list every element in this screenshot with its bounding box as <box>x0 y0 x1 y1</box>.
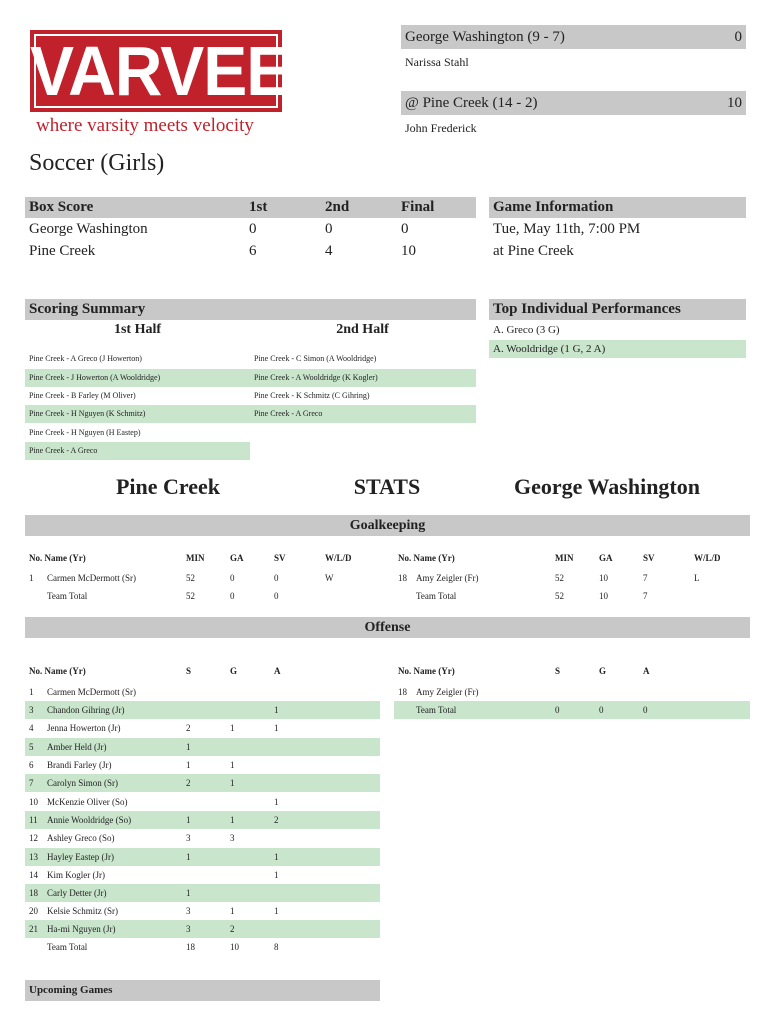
off-no: 3 <box>29 705 34 715</box>
logo-wordmark: VARVEE <box>30 32 290 110</box>
gk-no: 1 <box>29 573 34 583</box>
off-a: 1 <box>274 723 279 733</box>
away-team-score: 0 <box>734 29 742 45</box>
off-g: 10 <box>230 942 239 952</box>
off-g: 1 <box>230 723 235 733</box>
off-col-a: A <box>274 666 281 676</box>
box-team-name: Pine Creek <box>29 243 96 259</box>
off-name: Amy Zeigler (Fr) <box>416 687 479 697</box>
goal-entry: Pine Creek - B Farley (M Oliver) <box>29 391 136 400</box>
goal-entry: Pine Creek - J Howerton (A Wooldridge) <box>25 369 250 387</box>
game-location: at Pine Creek <box>493 243 574 259</box>
off-name: Carmen McDermott (Sr) <box>47 687 136 697</box>
second-half-col: 2nd <box>325 199 350 215</box>
off-s: 2 <box>186 723 191 733</box>
off-col-s: S <box>555 666 561 676</box>
goal-entry: Pine Creek - A Greco (J Howerton) <box>29 354 142 363</box>
gk-wld: W <box>325 573 334 583</box>
table-row <box>25 866 380 884</box>
home-team-title: Pine Creek <box>115 474 221 499</box>
box-score-title: Box Score <box>29 199 94 215</box>
team-total-row <box>25 938 380 956</box>
off-s: 0 <box>555 705 560 715</box>
table-row <box>25 884 380 902</box>
off-g: 2 <box>230 924 235 934</box>
table-row <box>25 738 380 756</box>
page-title: Soccer (Girls) <box>29 150 165 176</box>
gk-no: 18 <box>398 573 407 583</box>
off-no: 14 <box>29 870 38 880</box>
off-name: Jenna Howerton (Jr) <box>47 723 121 733</box>
gk-col-min: MIN <box>555 553 574 563</box>
off-s: 3 <box>186 906 191 916</box>
off-s: 1 <box>186 852 191 862</box>
gk-min: 52 <box>555 591 564 601</box>
table-row <box>25 920 380 938</box>
off-name: Kelsie Schmitz (Sr) <box>47 906 118 916</box>
table-row <box>25 774 380 792</box>
gk-col-min: MIN <box>186 553 205 563</box>
off-s: 2 <box>186 778 191 788</box>
table-row <box>394 683 750 701</box>
gk-wld: L <box>694 573 700 583</box>
upcoming-games-header: Upcoming Games <box>25 980 380 1001</box>
off-no: 13 <box>29 852 38 862</box>
off-col-g: G <box>599 666 607 676</box>
away-team-title: George Washington <box>513 474 700 499</box>
off-s: 3 <box>186 924 191 934</box>
top-performance-item: A. Greco (3 G) <box>493 324 560 336</box>
off-name: Hayley Eastep (Jr) <box>47 852 114 862</box>
off-name: Team Total <box>47 942 88 952</box>
box-final: 10 <box>401 243 416 259</box>
final-col: Final <box>401 199 435 215</box>
gk-sv: 0 <box>274 591 279 601</box>
home-team-label: @ Pine Creek (14 - 2) <box>405 95 538 111</box>
off-col-name: No. Name (Yr) <box>398 666 455 676</box>
off-g: 3 <box>230 833 235 843</box>
table-row <box>25 683 380 701</box>
goalkeeping-header: Goalkeeping <box>25 515 750 536</box>
gk-sv: 7 <box>643 573 648 583</box>
top-performance-item: A. Wooldridge (1 G, 2 A) <box>489 340 746 358</box>
top-performances-header: Top Individual Performances <box>489 299 746 320</box>
game-info-header: Game Information <box>489 197 746 218</box>
off-no: 20 <box>29 906 38 916</box>
off-name: Ha-mi Nguyen (Jr) <box>47 924 116 934</box>
off-no: 7 <box>29 778 34 788</box>
off-a: 1 <box>274 906 279 916</box>
off-name: Team Total <box>416 705 457 715</box>
gk-name: Amy Zeigler (Fr) <box>416 573 479 583</box>
second-half-label: 2nd Half <box>336 322 389 337</box>
goal-entry: Pine Creek - A Greco <box>25 442 250 460</box>
box-score-header <box>25 197 476 218</box>
logo-tagline: where varsity meets velocity <box>36 115 254 136</box>
off-s: 1 <box>186 888 191 898</box>
varvee-logo[interactable] <box>30 30 290 116</box>
off-a: 1 <box>274 705 279 715</box>
off-a: 1 <box>274 797 279 807</box>
off-a: 1 <box>274 870 279 880</box>
box-second: 0 <box>325 221 333 237</box>
table-row <box>25 902 380 920</box>
off-col-a: A <box>643 666 650 676</box>
game-date: Tue, May 11th, 7:00 PM <box>493 221 641 237</box>
stats-title: STATS <box>353 474 421 499</box>
gk-ga: 10 <box>599 573 608 583</box>
table-row <box>25 829 380 847</box>
off-s: 1 <box>186 760 191 770</box>
off-g: 1 <box>230 760 235 770</box>
off-no: 18 <box>29 888 38 898</box>
home-coach: John Frederick <box>405 121 477 135</box>
off-name: Ashley Greco (So) <box>47 833 115 843</box>
box-first: 6 <box>249 243 257 259</box>
gk-col-sv: SV <box>643 553 655 563</box>
gk-min: 52 <box>186 591 195 601</box>
off-no: 11 <box>29 815 38 825</box>
off-col-s: S <box>186 666 192 676</box>
gk-col-wld: W/L/D <box>694 553 721 563</box>
off-no: 12 <box>29 833 38 843</box>
gk-ga: 10 <box>599 591 608 601</box>
gk-name: Team Total <box>416 591 457 601</box>
off-name: Kim Kogler (Jr) <box>47 870 105 880</box>
off-no: 6 <box>29 760 34 770</box>
goal-entry: Pine Creek - C Simon (A Wooldridge) <box>254 354 377 363</box>
off-a: 2 <box>274 815 279 825</box>
off-no: 4 <box>29 723 34 733</box>
off-name: Amber Held (Jr) <box>47 742 107 752</box>
off-a: 0 <box>643 705 648 715</box>
logo-mark <box>30 30 290 112</box>
off-no: 5 <box>29 742 34 752</box>
home-team-score: 10 <box>727 95 742 111</box>
goal-entry: Pine Creek - A Greco <box>250 405 476 423</box>
gk-min: 52 <box>186 573 195 583</box>
offense-header: Offense <box>25 617 750 638</box>
box-first: 0 <box>249 221 257 237</box>
off-col-g: G <box>230 666 238 676</box>
off-no: 1 <box>29 687 34 697</box>
off-col-name: No. Name (Yr) <box>29 666 86 676</box>
box-team-name: George Washington <box>29 221 148 237</box>
gk-sv: 0 <box>274 573 279 583</box>
off-name: Chandon Gihring (Jr) <box>47 705 125 715</box>
off-no: 18 <box>398 687 407 697</box>
gk-sv: 7 <box>643 591 648 601</box>
off-g: 1 <box>230 778 235 788</box>
box-final: 0 <box>401 221 409 237</box>
off-s: 18 <box>186 942 195 952</box>
gk-col-ga: GA <box>230 553 244 563</box>
off-a: 8 <box>274 942 279 952</box>
away-team-label: George Washington (9 - 7) <box>405 29 565 45</box>
away-coach: Narissa Stahl <box>405 55 469 69</box>
table-row <box>25 793 380 811</box>
off-s: 3 <box>186 833 191 843</box>
gk-name: Team Total <box>47 591 88 601</box>
off-g: 1 <box>230 906 235 916</box>
home-team-bar[interactable] <box>401 91 746 115</box>
off-a: 1 <box>274 852 279 862</box>
off-g: 1 <box>230 815 235 825</box>
table-row <box>25 811 380 829</box>
off-name: Carolyn Simon (Sr) <box>47 778 118 788</box>
goal-entry: Pine Creek - A Wooldridge (K Kogler) <box>250 369 476 387</box>
gk-ga: 0 <box>230 573 235 583</box>
table-row <box>25 756 380 774</box>
goal-entry: Pine Creek - H Nguyen (H Eastep) <box>29 428 141 437</box>
team-total-row <box>394 701 750 719</box>
away-team-bar[interactable] <box>401 25 746 49</box>
scoring-summary-header: Scoring Summary <box>25 299 476 320</box>
table-row <box>25 848 380 866</box>
off-s: 1 <box>186 815 191 825</box>
gk-col-sv: SV <box>274 553 286 563</box>
off-g: 0 <box>599 705 604 715</box>
gk-col-ga: GA <box>599 553 613 563</box>
off-name: McKenzie Oliver (So) <box>47 797 128 807</box>
off-no: 10 <box>29 797 38 807</box>
gk-ga: 0 <box>230 591 235 601</box>
first-half-label: 1st Half <box>113 322 162 337</box>
table-row <box>25 701 380 719</box>
gk-name: Carmen McDermott (Sr) <box>47 573 136 583</box>
off-no: 21 <box>29 924 38 934</box>
off-name: Brandi Farley (Jr) <box>47 760 112 770</box>
goal-entry: Pine Creek - H Nguyen (K Schmitz) <box>25 405 250 423</box>
off-name: Annie Wooldridge (So) <box>47 815 132 825</box>
gk-col-wld: W/L/D <box>325 553 352 563</box>
box-second: 4 <box>325 243 333 259</box>
gk-col-name: No. Name (Yr) <box>398 553 455 563</box>
gk-col-name: No. Name (Yr) <box>29 553 86 563</box>
off-s: 1 <box>186 742 191 752</box>
off-name: Carly Detter (Jr) <box>47 888 107 898</box>
goal-entry: Pine Creek - K Schmitz (C Gihring) <box>254 391 370 400</box>
table-row <box>25 719 380 737</box>
gk-min: 52 <box>555 573 564 583</box>
first-half-col: 1st <box>249 199 268 215</box>
